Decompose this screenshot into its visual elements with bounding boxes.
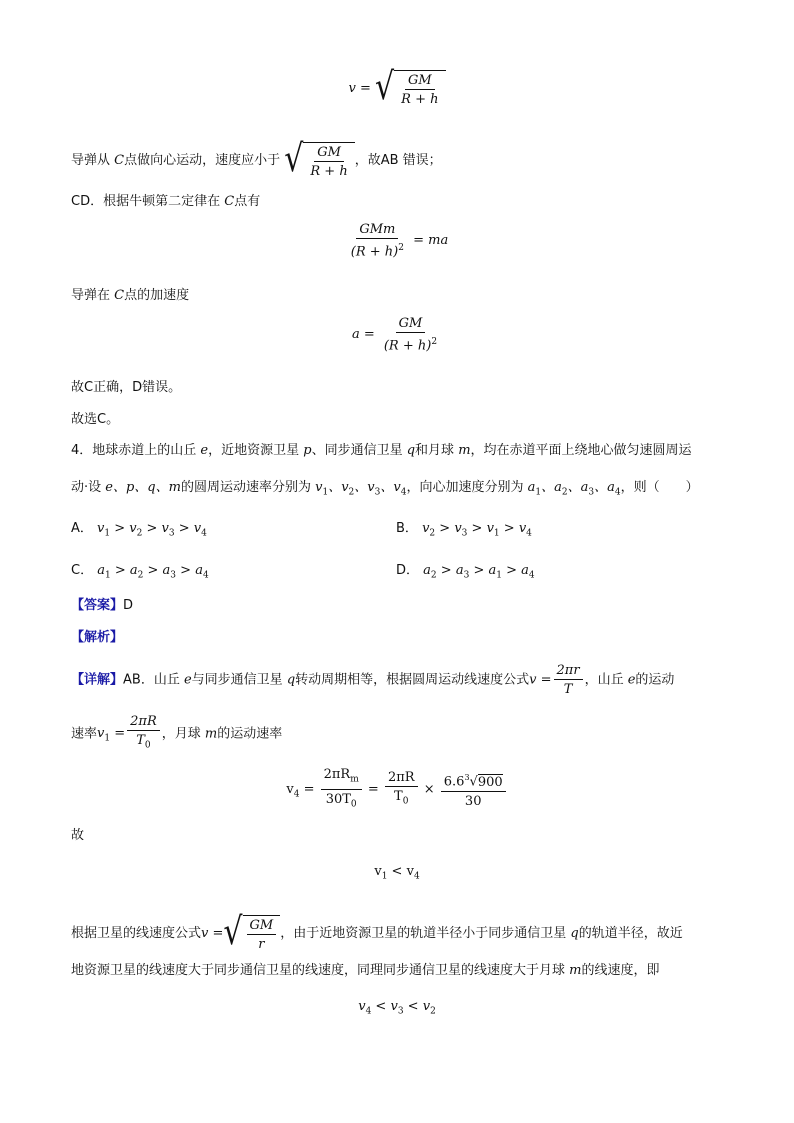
- var-e: e: [627, 672, 636, 688]
- option-c: [71, 561, 209, 586]
- formula-v: v =: [529, 672, 552, 688]
- option-label: B．: [396, 521, 418, 536]
- text: 转动周期相等，根据圆周运动线速度公式: [295, 672, 530, 688]
- var-q: q: [570, 926, 579, 941]
- text: ，均在赤道平面上绕地心做匀速圆周运: [470, 443, 692, 458]
- var-q: q: [406, 443, 416, 458]
- text: 点做向心运动，速度应小于: [124, 153, 281, 168]
- text-line-c-correct: 故C正确，D错误。: [71, 380, 182, 395]
- text-line-accel: [71, 286, 189, 306]
- var-q: q: [286, 672, 296, 688]
- text: ，由于近地资源卫星的轨道半径小于同步通信卫星: [280, 926, 571, 941]
- coef: 6.6: [443, 774, 465, 790]
- var-m: m: [569, 963, 582, 978]
- text: ，向心加速度分别为: [406, 480, 524, 495]
- text: 、同步通信卫星: [311, 443, 407, 458]
- formula-var: v: [348, 81, 356, 96]
- text: 的线速度，即: [581, 963, 660, 978]
- detail-line-1: [71, 663, 674, 697]
- text-line-gu: 故: [71, 828, 85, 843]
- formula-eq: =: [360, 81, 371, 96]
- text: ，近地资源卫星: [208, 443, 304, 458]
- text: ，月球: [161, 726, 205, 742]
- var-m: m: [204, 726, 218, 742]
- formula-lhs: $v_4$ =: [286, 782, 315, 800]
- formula-newton: [0, 222, 794, 259]
- option-expr: $v_1 > v_2 > v_3 > v_4$: [97, 521, 207, 539]
- text: 点有: [234, 194, 261, 209]
- option-expr: $a_2 > a_3 > a_1 > a_4$: [423, 563, 535, 581]
- option-label: A．: [71, 521, 93, 536]
- formula-rhs: = ma: [413, 233, 449, 249]
- text: 的圆周运动速率分别为: [180, 480, 311, 495]
- option-expr: $v_2 > v_3 > v_1 > v_4$: [422, 521, 532, 539]
- frac-den: r: [258, 937, 265, 952]
- subscript: m: [350, 774, 359, 785]
- frac-num: GM: [396, 316, 426, 333]
- question-4-line-2: [71, 478, 699, 503]
- text: 导弹从: [71, 153, 115, 168]
- text: 与同步通信卫星: [191, 672, 287, 688]
- frac-num: 2πR: [385, 770, 418, 787]
- point-label: C: [224, 194, 235, 209]
- formula-accel: [0, 316, 794, 353]
- text: 根据卫星的线速度公式: [71, 926, 202, 941]
- text: 速率: [71, 726, 98, 742]
- detail-line-2: 速率$v_1$ = $\frac{2\pi R}{T_0}$ ，月球 m的运动速率: [71, 714, 283, 751]
- frac-den: T: [136, 733, 145, 748]
- text: 4．地球赤道上的山丘: [71, 443, 201, 458]
- text: 的轨道半径，故近: [578, 926, 683, 941]
- text-line-cd: [71, 192, 260, 212]
- frac-num: 2πR: [127, 714, 160, 731]
- answer-label: 【答案】: [71, 598, 124, 613]
- frac-den: T: [563, 682, 573, 697]
- text: ，则（ ）: [620, 480, 699, 495]
- frac-num: GM: [247, 918, 277, 935]
- text: 的运动速率: [217, 726, 283, 742]
- frac-den: (R + h): [383, 338, 432, 354]
- text-line-choose: 故选C。: [71, 412, 120, 427]
- formula-last: $v_4 < v_3 < v_2$: [358, 999, 436, 1017]
- text: 和月球: [415, 443, 459, 458]
- option-expr: $a_1 > a_2 > a_3 > a_4$: [97, 563, 209, 581]
- analysis-line: [71, 628, 123, 648]
- frac-den: T: [394, 788, 403, 804]
- option-b: [396, 519, 532, 544]
- text: 地资源卫星的线速度大于同步通信卫星的线速度，同理同步通信卫星的线速度大于月球: [71, 963, 570, 978]
- answer-value: D: [123, 598, 134, 613]
- text-line-satellite: 根据卫星的线速度公式v = √ $\frac{GM}{r}$ ，由于近地资源卫星的轨道半径小于同步通信卫星 q的轨道半径，故近: [71, 910, 683, 955]
- exponent: 2: [431, 337, 438, 347]
- text: 动·设: [71, 480, 106, 495]
- analysis-label: 【解析】: [71, 630, 124, 645]
- option-label: D．: [396, 563, 420, 578]
- sqrt-sign: √ $\frac{GM}{R + h}$: [284, 142, 354, 179]
- accel-vars: $a_1$、$a_2$、$a_3$、$a_4$: [527, 480, 621, 498]
- radicand: 900: [477, 774, 503, 790]
- frac-num: GMm: [356, 222, 398, 239]
- frac-den: R + h: [310, 164, 348, 179]
- frac-den: (R + h): [350, 244, 399, 260]
- option-label: C．: [71, 563, 94, 578]
- detail-label: 【详解】: [71, 672, 124, 688]
- formula-v1-v4: $v_1 < v_4$: [374, 864, 420, 882]
- vars-list: e、p、q、m: [105, 480, 181, 495]
- formula-v4: $v_4$ = $\frac{2\pi R_m}{30T_0}$ = $\frac{2\pi R}{T_0}$ × $\frac{6.6^3√900}{30}$: [0, 767, 794, 812]
- option-a: [71, 519, 207, 544]
- formula-v1: $v_1$ =: [97, 726, 126, 744]
- text: 的运动: [635, 672, 675, 688]
- var-e: e: [183, 672, 192, 688]
- point-label: C: [114, 153, 125, 168]
- frac-den: 30T: [325, 791, 351, 807]
- text: ，故AB 错误；: [354, 153, 442, 168]
- answer-line: [71, 596, 133, 616]
- text-line-missile: [71, 137, 442, 182]
- frac-num: 2πr: [554, 663, 583, 680]
- frac-num: GM: [314, 145, 344, 162]
- sqrt-sign: √ $\frac{GM}{R + h}$: [375, 70, 445, 107]
- sqrt-sign: √ $\frac{GM}{r}$: [223, 915, 280, 952]
- speed-vars: $v_1$、$v_2$、$v_3$、$v_4$: [315, 480, 407, 498]
- frac-num: GM: [405, 73, 435, 90]
- text-line-satellite-2: [71, 961, 659, 981]
- root-index: 3: [464, 773, 470, 783]
- text: CD．根据牛顿第二定律在: [71, 194, 225, 209]
- text: 点的加速度: [124, 288, 190, 303]
- text: AB．山丘: [123, 672, 184, 688]
- text: ，山丘: [584, 672, 628, 688]
- exponent: 2: [398, 243, 404, 253]
- frac-num: 2πR: [323, 767, 351, 782]
- question-4-line-1: [71, 441, 692, 461]
- var-p: p: [303, 443, 312, 458]
- frac-den: R + h: [401, 92, 439, 107]
- point-label: C: [114, 288, 125, 303]
- formula-v-orbit: [0, 65, 794, 110]
- formula-lhs: a =: [351, 327, 375, 343]
- frac-den: 30: [464, 793, 482, 809]
- option-d: [396, 561, 535, 586]
- var-e: e: [200, 443, 209, 458]
- text: 导弹在: [71, 288, 115, 303]
- var-m: m: [458, 443, 471, 458]
